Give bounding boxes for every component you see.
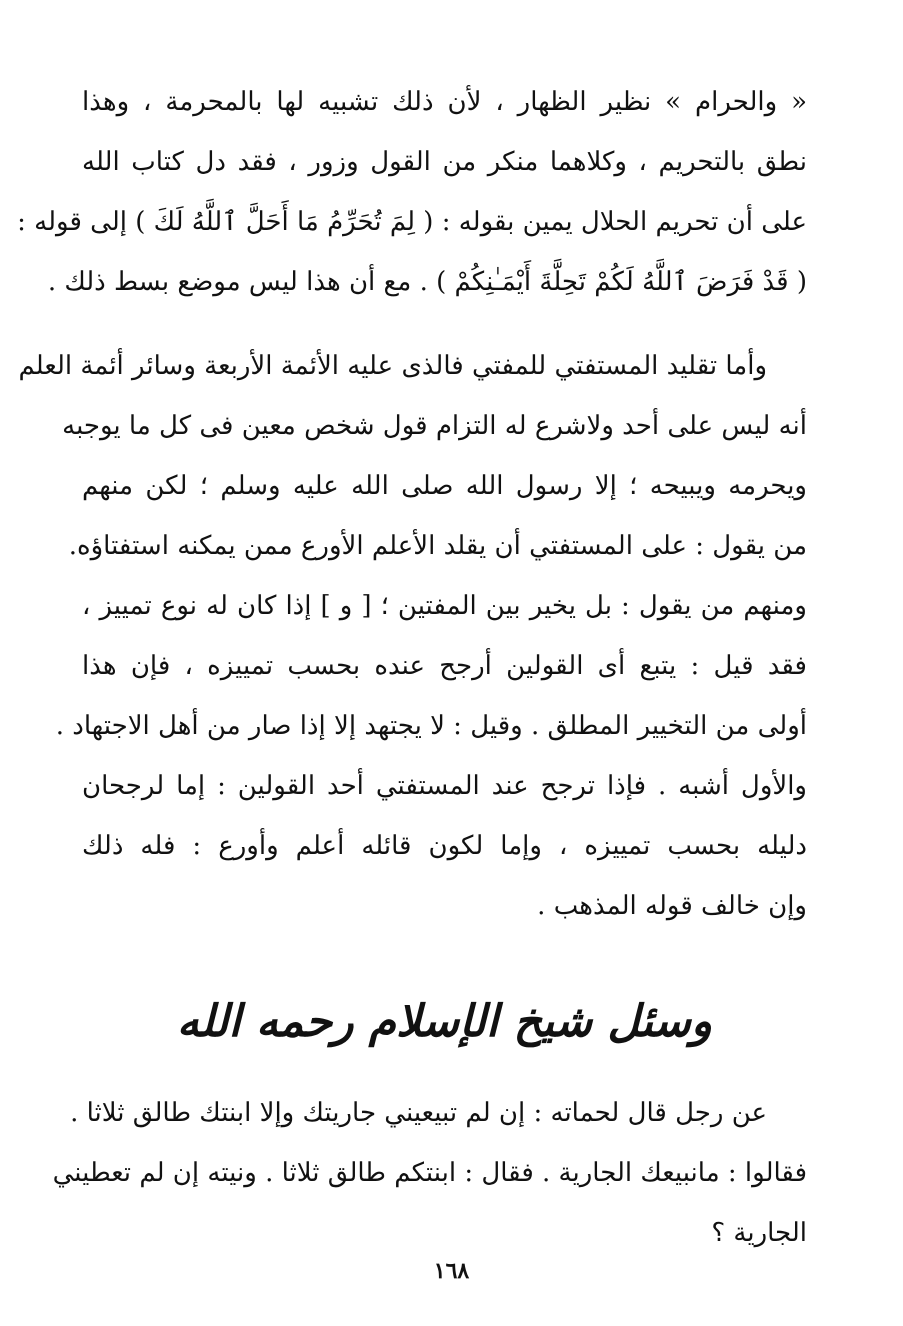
text-line: من يقول : على المستفتي أن يقلد الأعلم الأورع ممن يمكنه استفتاؤه. — [68, 531, 807, 561]
text-line: الجارية ؟ — [711, 1218, 807, 1248]
text-line: وإن خالف قوله المذهب . — [537, 891, 807, 921]
section-heading: وسئل شيخ الإسلام رحمه الله — [176, 996, 713, 1047]
text-line: ( قَدْ فَرَضَ ٱللَّهُ لَكُمْ تَحِلَّةَ أَيْمَـٰنِكُمْ ) . مع أن هذا ليس موضع بسط ذلك . — [47, 267, 807, 297]
text-line: والأول أشبه . فإذا ترجح عند المستفتي أحد القولين : إما لرجحان — [82, 771, 807, 801]
text-line: وأما تقليد المستفتي للمفتي فالذى عليه الأئمة الأربعة وسائر أئمة العلم — [18, 351, 767, 381]
paragraph-2 — [18, 336, 807, 936]
paragraph-3 — [52, 1083, 807, 1263]
text-line: ويحرمه ويبيحه ؛ إلا رسول الله صلى الله عليه وسلم ؛ لكن منهم — [82, 471, 807, 501]
text-line: نطق بالتحريم ، وكلاهما منكر من القول وزور ، فقد دل كتاب الله — [82, 147, 807, 177]
text-line: « والحرام » نظير الظهار ، لأن ذلك تشبيه لها بالمحرمة ، وهذا — [82, 87, 807, 117]
text-line: أنه ليس على أحد ولاشرع له التزام قول شخص معين فى كل ما يوجبه — [62, 411, 807, 441]
text-line: دليله بحسب تمييزه ، وإما لكون قائله أعلم وأورع : فله ذلك — [82, 831, 807, 861]
text-line: أولى من التخيير المطلق . وقيل : لا يجتهد إلا إذا صار من أهل الاجتهاد . — [55, 711, 807, 741]
page-number: ١٦٨ — [433, 1258, 470, 1284]
text-line: على أن تحريم الحلال يمين بقوله : ( لِمَ تُحَرِّمُ مَا أَحَلَّ ٱللَّهُ لَكَ ) إلى قوله : — [17, 207, 807, 237]
paragraph-1 — [17, 72, 807, 312]
text-line: فقد قيل : يتبع أى القولين أرجح عنده بحسب تمييزه ، فإن هذا — [82, 651, 807, 681]
text-line: فقالوا : مانبيعك الجارية . فقال : ابنتكم طالق ثلاثا . ونيته إن لم تعطيني — [52, 1158, 807, 1188]
text-line: ومنهم من يقول : بل يخير بين المفتين ؛ [ و ] إذا كان له نوع تمييز ، — [82, 591, 807, 621]
text-line: عن رجل قال لحماته : إن لم تبيعيني جاريتك وإلا ابنتك طالق ثلاثا . — [70, 1098, 767, 1128]
